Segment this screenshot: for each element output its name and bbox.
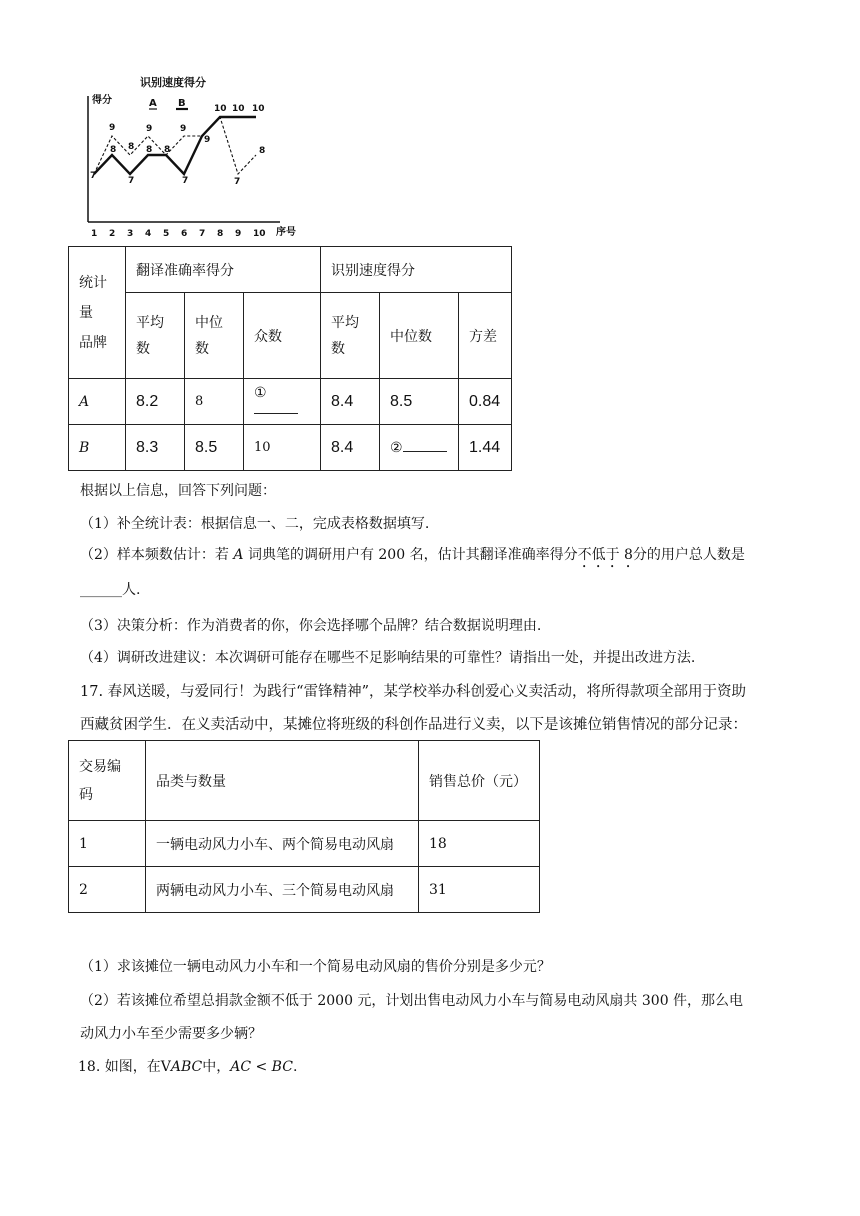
cell-brand: A — [69, 379, 126, 425]
fill-blank — [403, 439, 447, 452]
intro-text: 根据以上信息，回答下列问题： — [80, 483, 276, 499]
sub-header-mean — [126, 293, 185, 379]
cell-desc: 两辆电动风力小车、三个简易电动风扇 — [146, 867, 419, 913]
q2-part: （2）样本频数估计：若 — [80, 547, 229, 563]
question-2 — [80, 544, 745, 571]
x-tick-label: 1 — [91, 229, 98, 239]
cell-id: 2 — [69, 867, 146, 913]
p18-triangle: ABC — [170, 1059, 203, 1075]
header-text: 码 — [79, 786, 93, 803]
b-point-label: 7 — [234, 177, 241, 187]
cell-value: 8.4 — [321, 379, 380, 425]
cell-value: 8.5 — [185, 425, 244, 471]
cell-value: 8.4 — [321, 425, 380, 471]
cell-desc: 一辆电动风力小车、两个简易电动风扇 — [146, 821, 419, 867]
table-row — [69, 867, 540, 913]
b-point-label: 8 — [259, 146, 266, 156]
header-total-price: 销售总价（元） — [419, 741, 540, 821]
q2-part: 分的用户总人数是 — [632, 547, 745, 563]
a-point-label: 9 — [204, 135, 211, 145]
sales-record-table — [68, 740, 540, 913]
sub-question-2-line-2: 动风力小车至少需要多少辆？ — [80, 1026, 262, 1042]
header-items: 品类与数量 — [146, 741, 419, 821]
legend-b-label: B — [178, 98, 186, 109]
cell-blank-2 — [380, 425, 459, 471]
question-2-answer-line: ______人. — [80, 582, 141, 598]
header-text: 交易编 — [79, 758, 121, 775]
p18-triangle-symbol: V — [160, 1059, 171, 1075]
a-point-label: 10 — [232, 104, 245, 114]
cell-brand: B — [69, 425, 126, 471]
cell-value: 10 — [244, 425, 321, 471]
x-tick-label: 8 — [217, 229, 224, 239]
problem-17-line-1: 17. 春风送暖，与爱同行！为践行“雷锋精神”，某学校举办科创爱心义卖活动，将所得款项全部用于资助 — [80, 684, 746, 700]
q2-part: 词典笔的调研用户有 200 名，估计其翻译准确率得分 — [247, 547, 578, 563]
b-point-label: 9 — [146, 124, 153, 134]
a-point-label: 7 — [128, 176, 135, 186]
a-point-label: 8 — [110, 145, 117, 155]
series-line-A — [94, 117, 256, 174]
table-row-a — [69, 379, 512, 425]
a-point-label: 10 — [214, 104, 227, 114]
sub-header-mean-2 — [321, 293, 380, 379]
cell-blank-1 — [244, 379, 321, 425]
header-trade-id — [69, 741, 146, 821]
x-tick-label: 6 — [181, 229, 188, 239]
problem-18 — [78, 1056, 297, 1076]
corner-header — [69, 247, 126, 379]
sub-text: 平均 — [331, 314, 359, 331]
a-point-label: 7 — [90, 171, 97, 181]
b-point-label: 9 — [109, 123, 116, 133]
sub-header-median — [185, 293, 244, 379]
sub-text: 数 — [136, 340, 150, 357]
sub-header-variance: 方差 — [459, 293, 512, 379]
b-point-label: 8 — [128, 142, 135, 152]
legend-a-label: A — [149, 98, 157, 109]
cell-value: 0.84 — [459, 379, 512, 425]
sub-question-2-line-1: （2）若该摊位希望总捐款金额不低于 2000 元，计划出售电动风力小车与简易电动风扇共 300 件，那么电 — [80, 993, 744, 1009]
q2-brand: A — [233, 547, 244, 563]
cell-id: 1 — [69, 821, 146, 867]
x-axis-label: 序号 — [276, 227, 296, 238]
score-chart — [72, 72, 312, 242]
sub-header-median-2: 中位数 — [380, 293, 459, 379]
cell-value: 8.3 — [126, 425, 185, 471]
corner-text-3: 品牌 — [79, 334, 107, 351]
y-axis-label: 得分 — [92, 95, 112, 106]
fill-blank — [254, 401, 298, 414]
x-tick-label: 7 — [199, 229, 206, 239]
table-row-b — [69, 425, 512, 471]
p18-part: . — [292, 1059, 298, 1075]
circled-one: ① — [254, 385, 267, 401]
sub-header-mode: 众数 — [244, 293, 321, 379]
sub-text: 中位 — [195, 314, 223, 331]
p18-part: 中， — [202, 1059, 231, 1075]
cell-value: 8.5 — [380, 379, 459, 425]
sub-question-1: （1）求该摊位一辆电动风力小车和一个简易电动风扇的售价分别是多少元？ — [80, 959, 551, 975]
q2-emphasis: 不低于 8 — [577, 547, 633, 563]
a-point-label: 7 — [182, 176, 189, 186]
x-tick-label: 10 — [253, 229, 266, 239]
p18-relation: AC < BC — [230, 1059, 293, 1075]
x-tick-label: 3 — [127, 229, 134, 239]
table-row — [69, 821, 540, 867]
x-tick-label: 9 — [235, 229, 242, 239]
a-point-label: 8 — [146, 145, 153, 155]
question-3: （3）决策分析：作为消费者的你，你会选择哪个品牌？结合数据说明理由. — [80, 618, 542, 634]
cell-value: 8.2 — [126, 379, 185, 425]
cell-value: 8 — [185, 379, 244, 425]
a-point-label: 10 — [252, 104, 265, 114]
chart-title: 识别速度得分 — [140, 76, 206, 89]
x-tick-label: 2 — [109, 229, 116, 239]
corner-text-2: 量 — [79, 304, 93, 321]
x-tick-label: 4 — [145, 229, 152, 239]
group-header-speed: 识别速度得分 — [321, 247, 512, 293]
question-1: （1）补全统计表：根据信息一、二，完成表格数据填写. — [80, 516, 430, 532]
b-point-label: 9 — [180, 124, 187, 134]
circled-two: ② — [390, 440, 403, 456]
sub-text: 数 — [195, 340, 209, 357]
cell-price: 18 — [419, 821, 540, 867]
a-point-label: 8 — [164, 145, 171, 155]
question-4: （4）调研改进建议：本次调研可能存在哪些不足影响结果的可靠性？请指出一处，并提出改进方法. — [80, 650, 696, 666]
problem-17-line-2: 西藏贫困学生．在义卖活动中，某摊位将班级的科创作品进行义卖，以下是该摊位销售情况的部分记录： — [80, 717, 747, 733]
corner-text-1: 统计 — [79, 274, 107, 291]
x-tick-label: 5 — [163, 229, 170, 239]
brand-stats-table — [68, 246, 512, 471]
cell-value: 1.44 — [459, 425, 512, 471]
group-header-translation: 翻译准确率得分 — [126, 247, 321, 293]
sub-text: 数 — [331, 340, 345, 357]
sub-text: 平均 — [136, 314, 164, 331]
p18-part: 18. 如图，在 — [78, 1059, 161, 1075]
cell-price: 31 — [419, 867, 540, 913]
